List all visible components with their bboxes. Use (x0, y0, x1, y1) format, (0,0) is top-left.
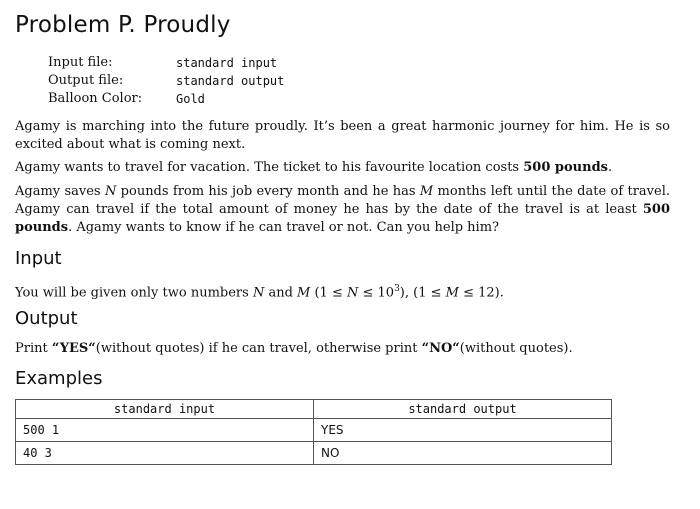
math-var-m: M (419, 184, 434, 199)
statement-paragraph-1: Agamy is marching into the future proudly. It’s been a great harmonic journey for him. He is so excited about what is coming next. (15, 119, 670, 152)
exponent: 3 (394, 284, 400, 294)
text-span: Agamy saves (15, 184, 105, 199)
meta-label: Output file: (48, 73, 124, 88)
meta-value: standard input (176, 56, 278, 70)
input-description (15, 280, 670, 302)
bold-amount: 500 pounds (15, 202, 670, 235)
input-heading: Input (15, 248, 62, 269)
text-span: ), (1 ≤ (399, 285, 446, 301)
meta-label: Input file: (48, 55, 113, 70)
meta-label: Balloon Color: (48, 91, 143, 106)
example-output-cell: YES (314, 419, 612, 442)
meta-row-balloon-color (48, 90, 284, 108)
statement-paragraph-3 (15, 183, 670, 237)
example-input-cell: 500 1 (16, 419, 314, 442)
text-span: and (264, 285, 298, 301)
meta-value: Gold (176, 92, 205, 106)
output-heading: Output (15, 308, 78, 329)
statement-paragraph-2 (15, 159, 670, 177)
text-span: months left until the date of travel. Agamy can travel if the total amount of money he has by the date of the travel is at least (15, 184, 671, 217)
table-row (16, 442, 612, 465)
example-output-cell: NO (314, 442, 612, 465)
bold-amount: 500 pounds (523, 160, 608, 175)
table-row (16, 419, 612, 442)
text-span: Agamy wants to travel for vacation. The ticket to his favourite location costs (15, 160, 524, 175)
bold-no: “NO“ (421, 341, 460, 356)
bold-yes: “YES“ (51, 341, 96, 356)
math-var-n: N (104, 184, 117, 199)
examples-table (15, 399, 612, 465)
math-var-m: M (445, 285, 459, 301)
text-span: ≤ 12). (458, 285, 504, 301)
meta-row-output-file (48, 72, 284, 90)
text-span: . Agamy wants to know if he can travel or not. Can you help him? (68, 220, 500, 235)
text-span: ≤ 10 (358, 285, 395, 301)
problem-title: Problem P. Proudly (15, 12, 231, 38)
table-header-row (16, 400, 612, 419)
text-span: pounds from his job every month and he has (116, 184, 420, 199)
math-var-n: N (252, 285, 265, 301)
text-span: You will be given only two numbers (15, 285, 253, 301)
text-span: Print (15, 341, 52, 356)
output-description (15, 340, 670, 358)
examples-heading: Examples (15, 368, 103, 389)
text-span: (without quotes). (459, 341, 573, 356)
meta-row-input-file (48, 54, 284, 72)
text-span: . (608, 160, 613, 175)
text-span: (without quotes) if he can travel, otherwise print (95, 341, 422, 356)
example-input-cell: 40 3 (16, 442, 314, 465)
text-span: (1 ≤ (310, 285, 347, 301)
math-var-m: M (297, 285, 311, 301)
math-var-n: N (346, 285, 359, 301)
problem-meta (48, 54, 284, 108)
column-header-input: standard input (16, 400, 314, 419)
column-header-output: standard output (314, 400, 612, 419)
meta-value: standard output (176, 74, 285, 88)
